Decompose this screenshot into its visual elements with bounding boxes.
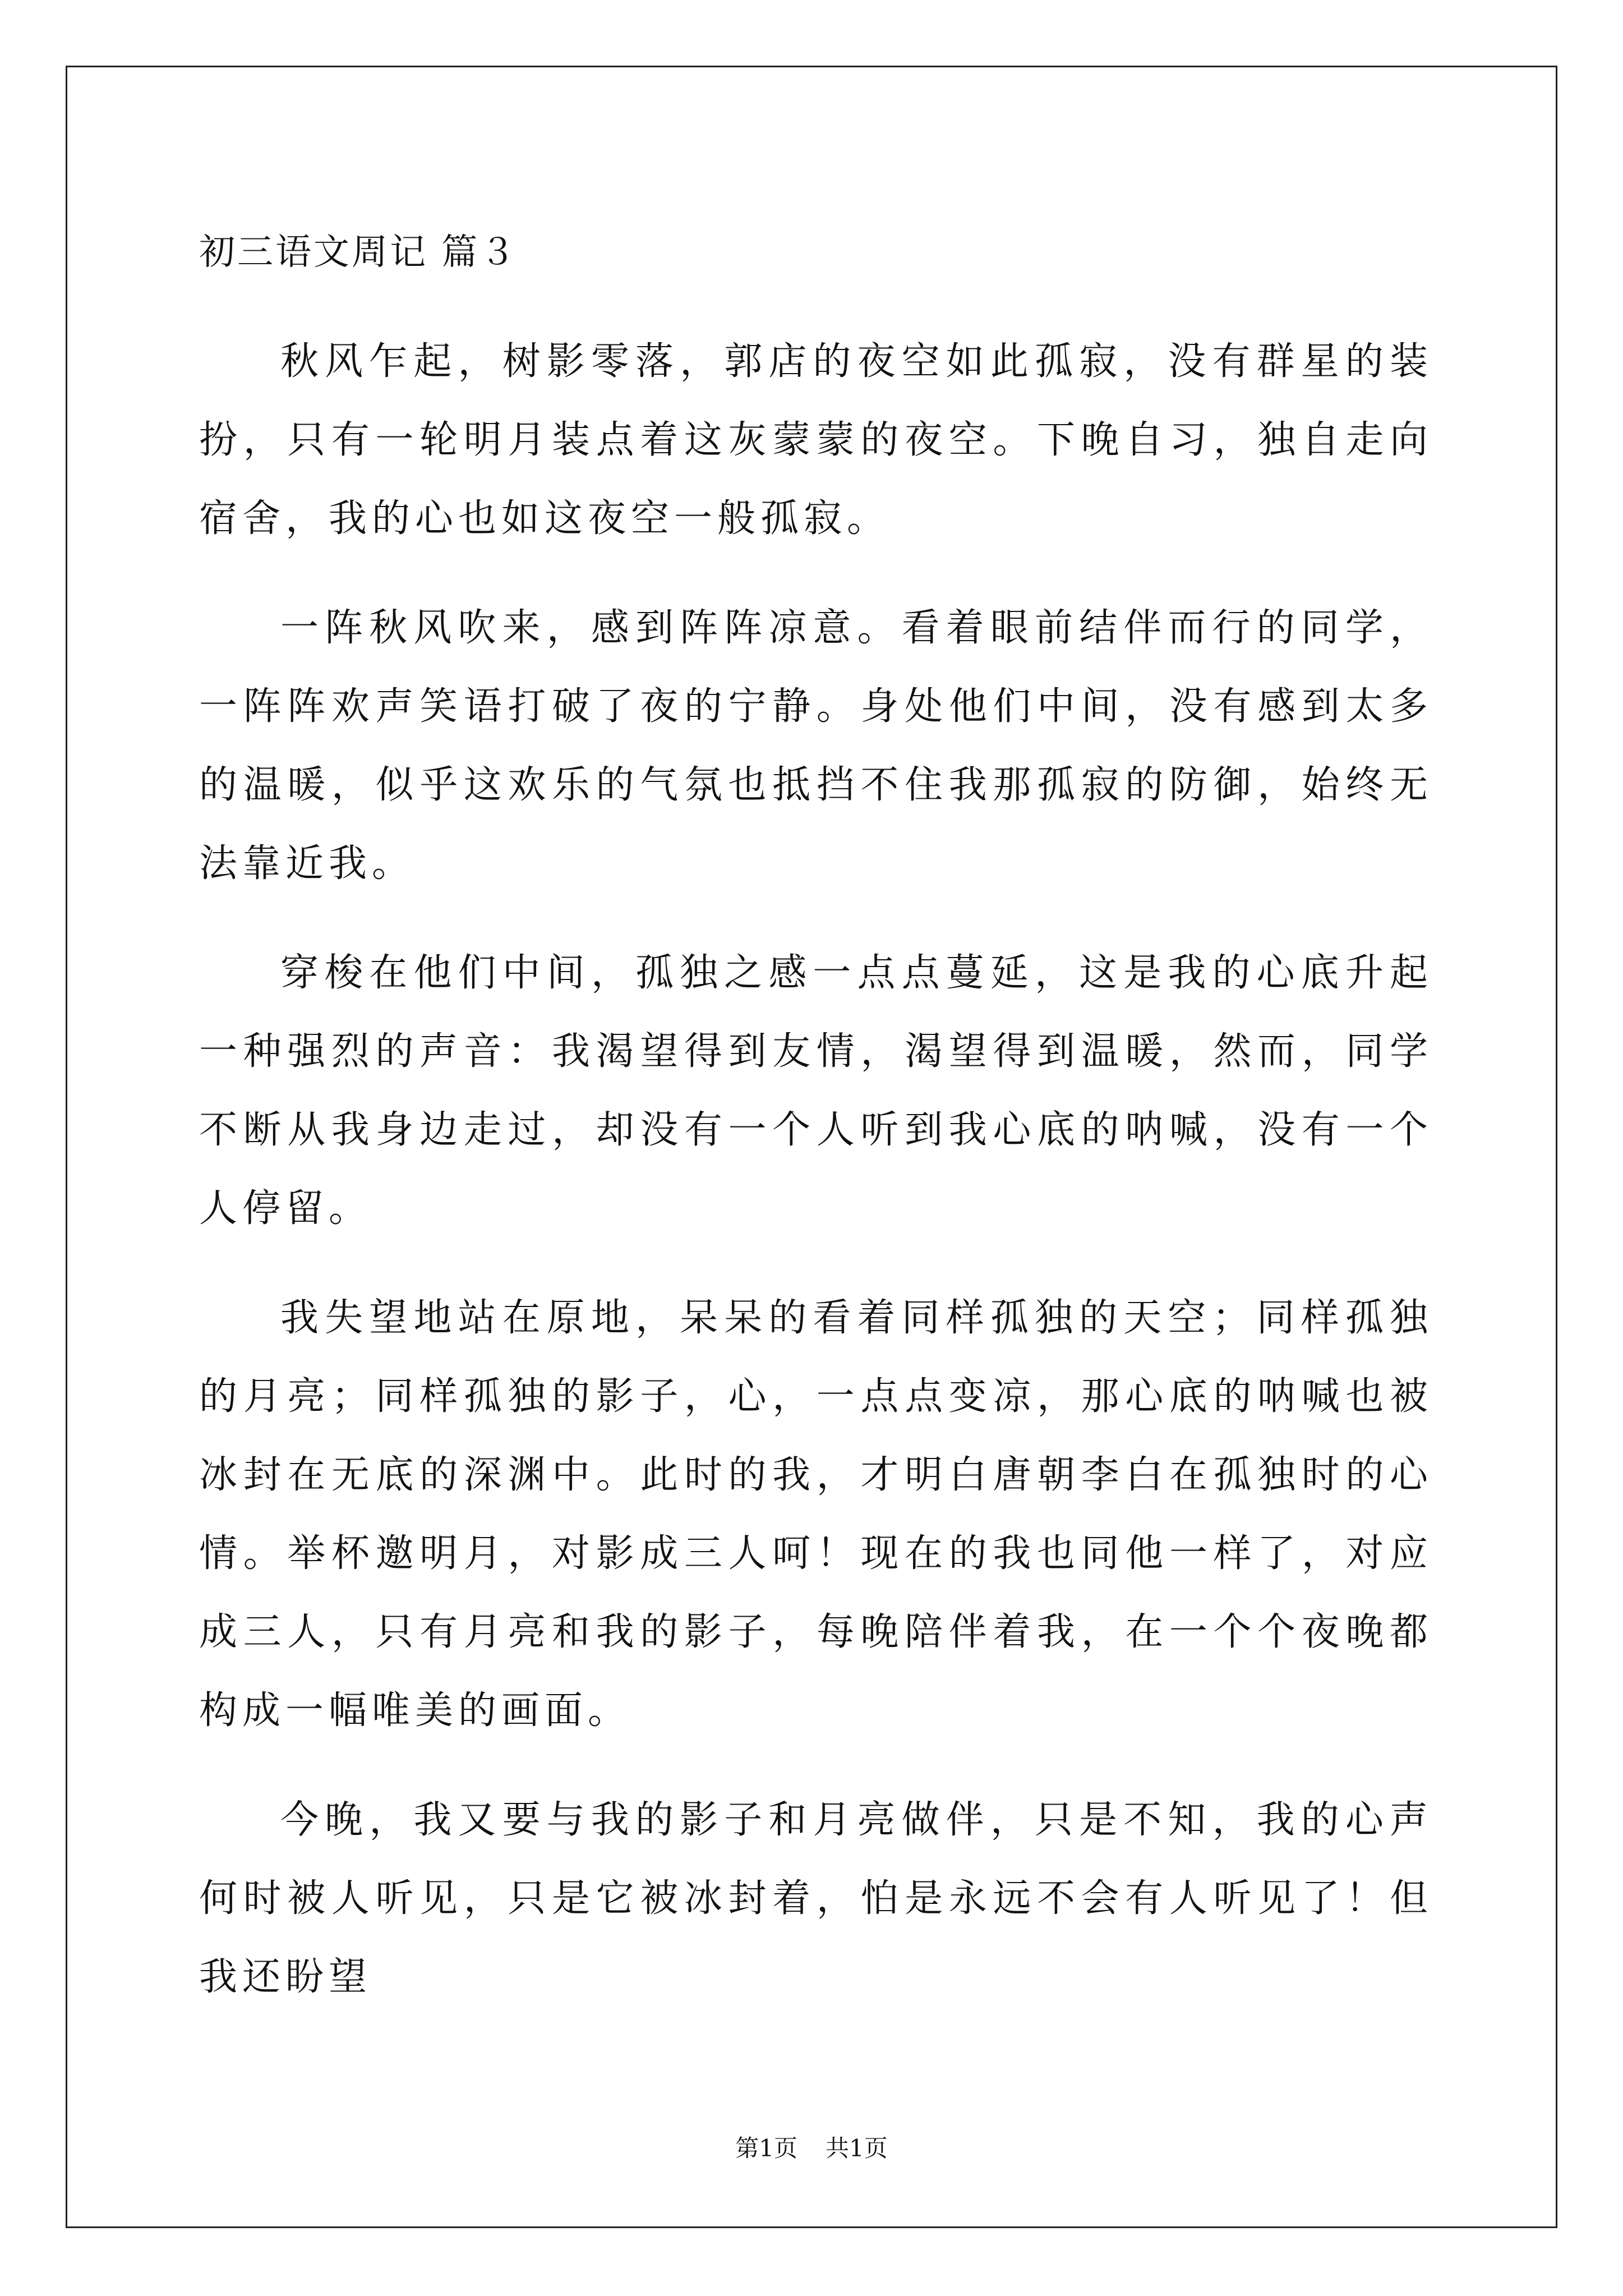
page-footer	[0, 2132, 1623, 2165]
page-number-total: 共1页	[826, 2134, 888, 2162]
page-number-current: 第1页	[735, 2134, 797, 2162]
paragraph-4: 我失望地站在原地，呆呆的看着同样孤独的天空；同样孤独的月亮；同样孤独的影子，心，一点点变凉，那心底的呐喊也被冰封在无底的深渊中。此时的我，才明白唐朝李白在孤独时的心情。举杯邀明月，对影成三人呵！现在的我也同他一样了，对应成三人，只有月亮和我的影子，每晚陪伴着我，在一个个夜晚都构成一幅唯美的画面。	[199, 1296, 1433, 1733]
paragraph-5: 今晚，我又要与我的影子和月亮做伴，只是不知，我的心声何时被人听见，只是它被冰封着，怕是永远不会有人听见了！但我还盼望	[199, 1798, 1433, 1999]
document-body	[199, 213, 1433, 2047]
paragraph-3: 穿梭在他们中间，孤独之感一点点蔓延，这是我的心底升起一种强烈的声音：我渴望得到友情，渴望得到温暖，然而，同学不断从我身边走过，却没有一个人听到我心底的呐喊，没有一个人停留。	[199, 951, 1433, 1231]
paragraph-2: 一阵秋风吹来，感到阵阵凉意。看着眼前结伴而行的同学，一阵阵欢声笑语打破了夜的宁静。身处他们中间，没有感到太多的温暖，似乎这欢乐的气氛也抵挡不住我那孤寂的防御，始终无法靠近我。	[199, 606, 1433, 886]
document-title: 初三语文周记 篇３	[199, 232, 518, 273]
paragraph-1: 秋风乍起，树影零落，郭店的夜空如此孤寂，没有群星的装扮，只有一轮明月装点着这灰蒙蒙的夜空。下晚自习，独自走向宿舍，我的心也如这夜空一般孤寂。	[199, 339, 1433, 541]
